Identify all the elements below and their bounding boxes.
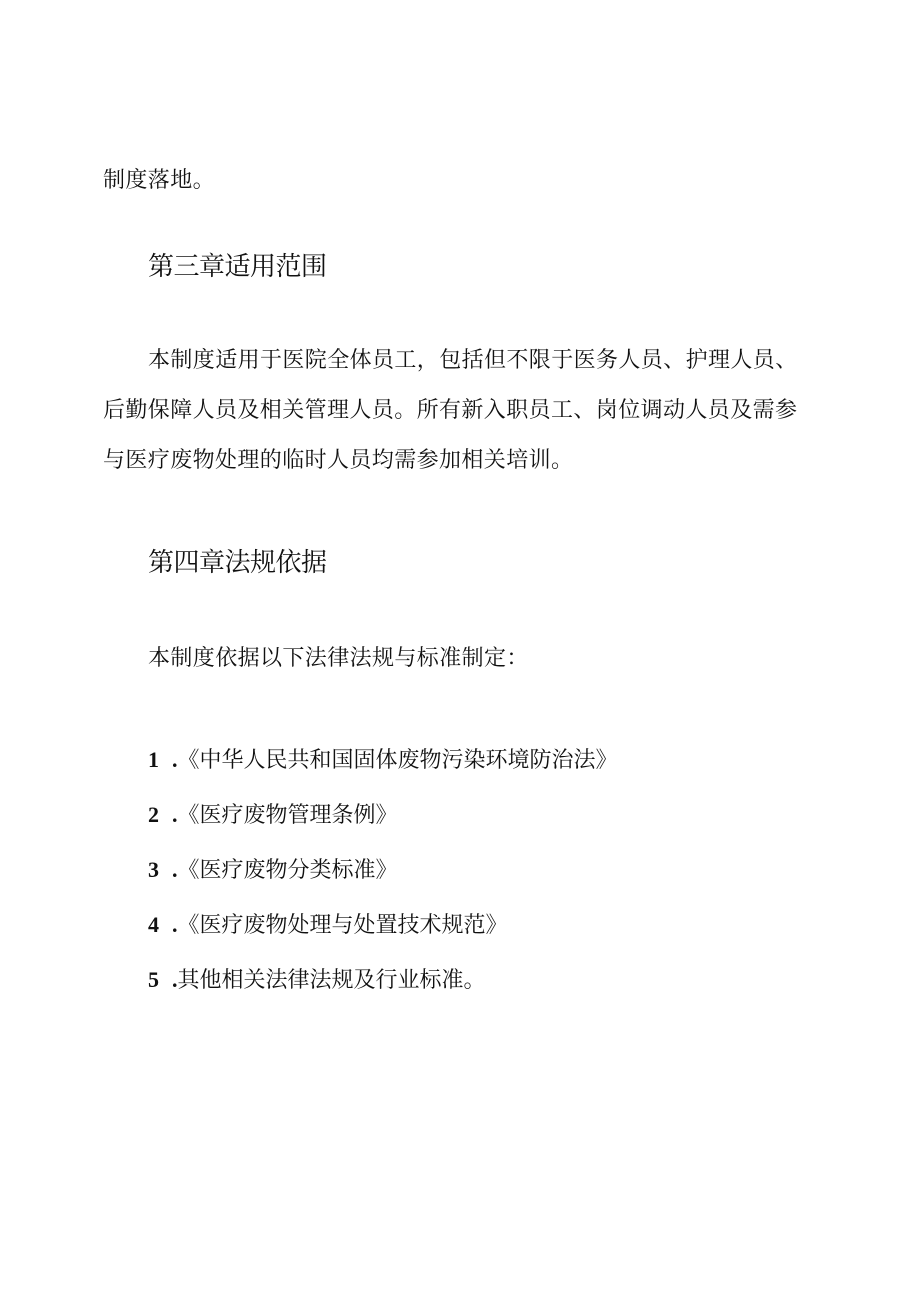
list-item (148, 743, 618, 778)
chapter3-line-1: 本制度适用于医院全体员工，包括但不限于医务人员、护理人员、 (148, 348, 798, 373)
chapter3-line-2: 后勤保障人员及相关管理人员。所有新入职员工、岗位调动人员及需参 (103, 398, 798, 423)
list-item-text: 《中华人民共和国固体废物污染环境防治法》 (177, 748, 618, 773)
list-item-number: 1 (148, 747, 159, 772)
chapter4-intro: 本制度依据以下法律法规与标准制定： (148, 646, 529, 671)
list-item (148, 798, 398, 833)
list-item-text: 《医疗废物处理与处置技术规范》 (177, 913, 508, 938)
list-item-number: 5 (148, 967, 159, 992)
chapter4-title: 第四章法规依据 (148, 548, 327, 578)
chapter3-line-3: 与医疗废物处理的临时人员均需参加相关培训。 (103, 448, 574, 473)
list-item-number: 4 (148, 912, 159, 937)
list-item-separator: . (172, 967, 178, 992)
list-item (148, 908, 508, 943)
list-item-separator: . (172, 857, 178, 882)
chapter3-title: 第三章适用范围 (148, 252, 327, 282)
list-item-text: 《医疗废物分类标准》 (177, 858, 398, 883)
list-item-text: 《医疗废物管理条例》 (177, 803, 398, 828)
list-item-separator: . (172, 912, 178, 937)
list-item-text: 其他相关法律法规及行业标准。 (177, 968, 486, 993)
top-fragment: 制度落地。 (103, 168, 216, 193)
list-item (148, 963, 486, 998)
list-item-separator: . (172, 802, 178, 827)
list-item-separator: . (172, 747, 178, 772)
list-item-number: 2 (148, 802, 159, 827)
list-item (148, 853, 398, 888)
list-item-number: 3 (148, 857, 159, 882)
